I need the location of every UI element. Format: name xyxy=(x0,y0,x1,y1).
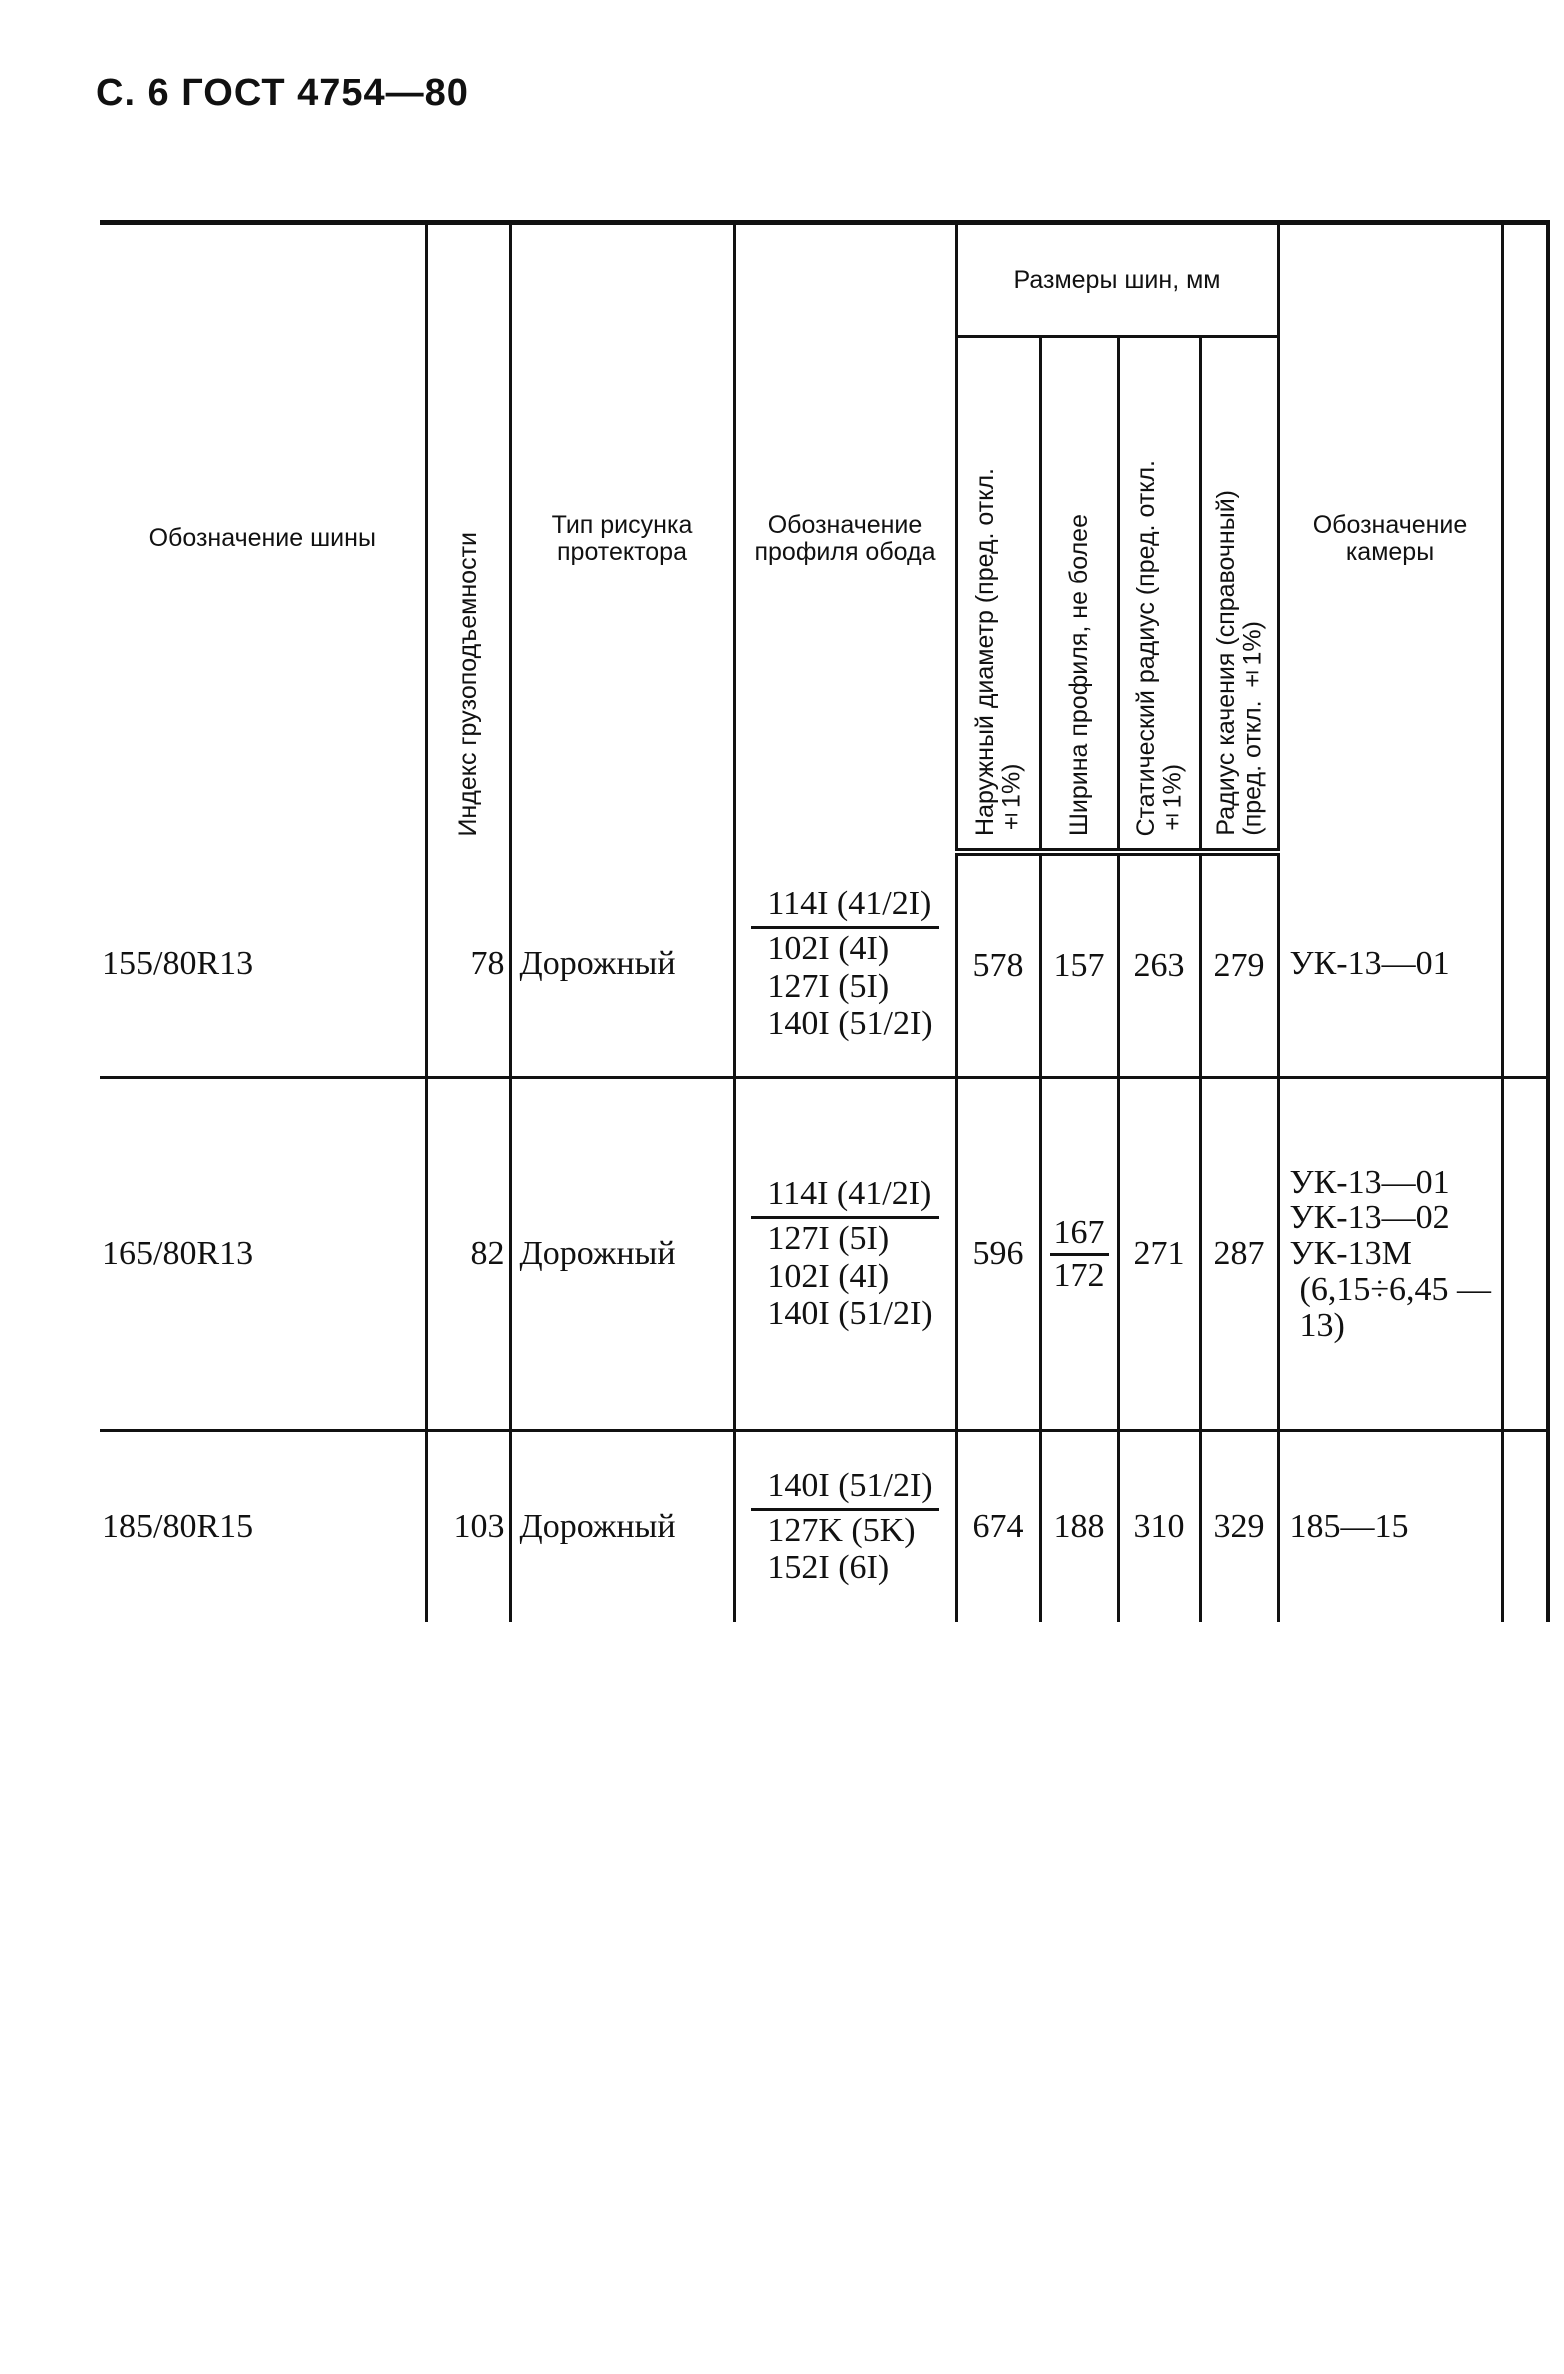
cell-tube xyxy=(1278,852,1502,1078)
cell-tread: Дорожный xyxy=(510,1431,734,1623)
header-load-index: Индекс грузоподъемности xyxy=(426,223,510,853)
rim-alt: 140I (51/2I) xyxy=(767,1295,933,1333)
cell-outer-diameter: 578 xyxy=(956,852,1040,1078)
rim-alt: 127I (5I) xyxy=(767,1219,890,1257)
header-tread: Тип рисунка протектора xyxy=(510,223,734,853)
header-rim: Обозначение профиля обода xyxy=(734,223,956,853)
cell-static-radius: 263 xyxy=(1118,852,1200,1078)
rim-alt: 102I (4I) xyxy=(767,1257,890,1295)
table-row xyxy=(100,852,1548,1078)
cell-rim xyxy=(734,1431,956,1623)
cell-rim xyxy=(734,852,956,1078)
rim-alt: 140I (51/2I) xyxy=(767,1005,933,1043)
cell-extra xyxy=(1502,1431,1548,1623)
cell-outer-diameter: 674 xyxy=(956,1431,1040,1623)
cell-load-index: 103 xyxy=(426,1431,510,1623)
profile-width-numerator: 167 xyxy=(1050,1215,1109,1256)
header-rolling-radius: Радиус качения (справочный) (пред. откл. ±1%) xyxy=(1200,337,1278,853)
header-outer-diameter: Наружный диаметр (пред. откл. ±1%) xyxy=(956,337,1040,853)
cell-rolling-radius: 279 xyxy=(1200,852,1278,1078)
cell-profile-width: 188 xyxy=(1040,1431,1118,1623)
tire-spec-table xyxy=(100,220,1550,1622)
profile-width-denominator: 172 xyxy=(1053,1256,1105,1294)
cell-load-index: 82 xyxy=(426,1078,510,1431)
rim-alt: 127I (5I) xyxy=(767,967,890,1005)
cell-extra xyxy=(1502,852,1548,1078)
cell-profile-width: 157 xyxy=(1040,852,1118,1078)
cell-tire: 185/80R15 xyxy=(100,1431,426,1623)
page-header: С. 6 ГОСТ 4754—80 xyxy=(96,72,469,114)
rim-alt: 127K (5K) xyxy=(767,1511,916,1549)
cell-tire: 155/80R13 xyxy=(100,852,426,1078)
rim-alt: 102I (4I) xyxy=(767,929,890,967)
rim-main: 140I (51/2I) xyxy=(751,1468,938,1511)
tube-item: УК-13М xyxy=(1289,1235,1412,1273)
cell-rim xyxy=(734,1078,956,1431)
tube-item: УК-13—01 xyxy=(1289,1163,1450,1201)
table-row xyxy=(100,1078,1548,1431)
header-sizes-group: Размеры шин, мм xyxy=(956,223,1278,337)
cell-tread: Дорожный xyxy=(510,1078,734,1431)
rim-alt: 152I (6I) xyxy=(767,1549,890,1587)
cell-tube xyxy=(1278,1078,1502,1431)
cell-tube xyxy=(1278,1431,1502,1623)
header-extra xyxy=(1502,223,1548,853)
header-tire: Обозначение шины xyxy=(100,223,426,853)
rim-main: 114I (41/2I) xyxy=(751,886,938,929)
cell-rolling-radius: 329 xyxy=(1200,1431,1278,1623)
tube-item: 185—15 xyxy=(1289,1508,1409,1546)
cell-static-radius: 271 xyxy=(1118,1078,1200,1431)
header-tube: Обозначение камеры xyxy=(1278,223,1502,853)
cell-tire: 165/80R13 xyxy=(100,1078,426,1431)
header-static-radius: Статический радиус (пред. откл. ±1%) xyxy=(1118,337,1200,853)
rim-main: 114I (41/2I) xyxy=(751,1176,938,1219)
cell-load-index: 78 xyxy=(426,852,510,1078)
tube-item: УК-13—02 xyxy=(1289,1199,1450,1237)
table-row xyxy=(100,1431,1548,1623)
cell-extra xyxy=(1502,1078,1548,1431)
cell-outer-diameter: 596 xyxy=(956,1078,1040,1431)
cell-tread: Дорожный xyxy=(510,852,734,1078)
cell-profile-width xyxy=(1040,1078,1118,1431)
header-profile-width: Ширина профиля, не более xyxy=(1040,337,1118,853)
cell-static-radius: 310 xyxy=(1118,1431,1200,1623)
cell-rolling-radius: 287 xyxy=(1200,1078,1278,1431)
tube-item: УК-13—01 xyxy=(1289,945,1450,983)
tube-note: (6,15÷6,45 —13) xyxy=(1299,1270,1491,1344)
